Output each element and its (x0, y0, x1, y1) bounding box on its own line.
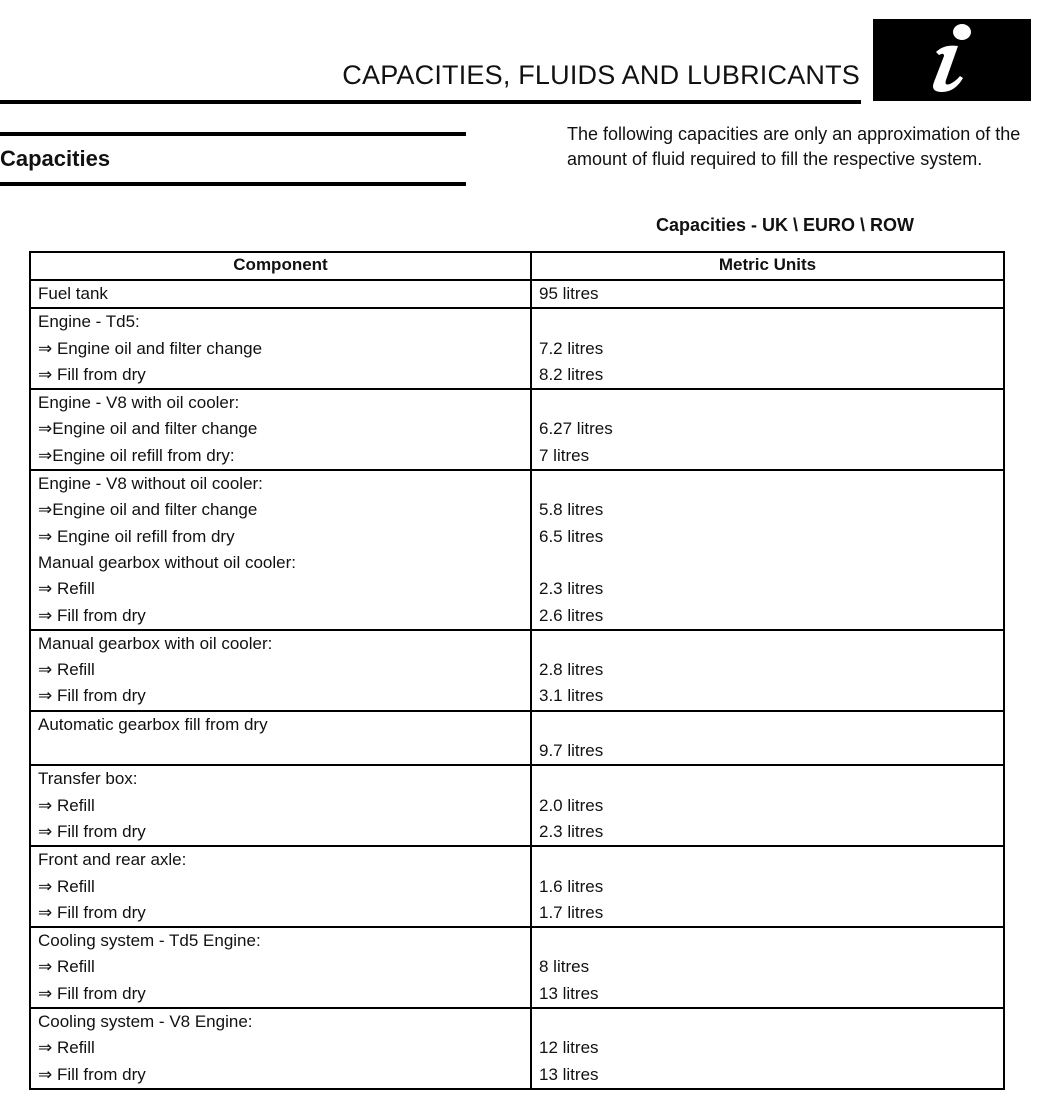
metric-line (539, 471, 996, 497)
metric-cell (531, 280, 1004, 308)
metric-line: 2.8 litres (539, 660, 604, 680)
component-line: ⇒ Fill from dry (38, 1064, 146, 1084)
metric-line: 95 litres (539, 284, 599, 303)
metric-cell (531, 1008, 1004, 1089)
metric-line (539, 309, 996, 335)
component-line: Cooling system - Td5 Engine: (38, 931, 261, 951)
metric-cell (531, 927, 1004, 1008)
component-line: Fuel tank (38, 284, 108, 303)
component-line: ⇒ Refill (38, 876, 95, 896)
component-cell (30, 927, 531, 1008)
component-line: ⇒ Engine oil refill from dry (38, 526, 235, 546)
metric-line: 5.8 litres (539, 500, 604, 520)
metric-line (539, 550, 996, 576)
component-line: ⇒Engine oil refill from dry: (38, 445, 235, 465)
component-line: ⇒ Fill from dry (38, 605, 146, 625)
component-line: Engine - V8 with oil cooler: (38, 393, 240, 413)
component-line: ⇒ Fill from dry (38, 686, 146, 706)
metric-cell (531, 765, 1004, 846)
metric-cell (531, 711, 1004, 766)
metric-cell (531, 846, 1004, 927)
table-row (30, 927, 1004, 1008)
table-row (30, 846, 1004, 927)
component-line: ⇒Engine oil and filter change (38, 419, 258, 439)
metric-line: 2.3 litres (539, 579, 604, 599)
component-cell (30, 1008, 531, 1089)
header-component: Component (30, 252, 531, 280)
metric-line: 9.7 litres (539, 741, 604, 761)
table-title: Capacities - UK \ EURO \ ROW (656, 215, 915, 235)
metric-line: 8.2 litres (539, 364, 604, 384)
component-line: Cooling system - V8 Engine: (38, 1012, 253, 1032)
metric-line (539, 766, 996, 792)
table-row (30, 630, 1004, 711)
component-cell (30, 711, 531, 766)
component-line: ⇒ Refill (38, 957, 95, 977)
component-line: ⇒ Fill from dry (38, 983, 146, 1003)
metric-line: 3.1 litres (539, 686, 604, 706)
header-metric-units: Metric Units (531, 252, 1004, 280)
component-line: Manual gearbox without oil cooler: (38, 552, 296, 572)
metric-line (539, 1009, 996, 1035)
table-row (30, 470, 1004, 630)
section-title: Capacities (0, 146, 111, 171)
metric-line: 1.7 litres (539, 902, 604, 922)
component-line: Engine - V8 without oil cooler: (38, 474, 263, 494)
metric-line (539, 712, 996, 738)
capacities-table (29, 251, 1005, 1090)
metric-line: 2.6 litres (539, 605, 604, 625)
metric-line: 8 litres (539, 957, 590, 977)
metric-line: 2.3 litres (539, 821, 604, 841)
component-line: ⇒ Fill from dry (38, 902, 146, 922)
metric-line: 13 litres (539, 983, 599, 1003)
component-line: Engine - Td5: (38, 312, 140, 332)
component-cell (30, 308, 531, 389)
page-title: CAPACITIES, FLUIDS AND LUBRICANTS (342, 60, 860, 90)
component-line: Transfer box: (38, 769, 138, 789)
component-line: Manual gearbox with oil cooler: (38, 633, 273, 653)
table-row (30, 389, 1004, 470)
section-rule-top (0, 132, 466, 136)
metric-line: 1.6 litres (539, 876, 604, 896)
component-cell (30, 389, 531, 470)
component-line: ⇒ Fill from dry (38, 364, 146, 384)
component-line: ⇒ Refill (38, 795, 95, 815)
component-cell (30, 280, 531, 308)
component-line: ⇒ Refill (38, 1038, 95, 1058)
table-row (30, 1008, 1004, 1089)
metric-line: 7.2 litres (539, 338, 604, 358)
metric-cell (531, 470, 1004, 630)
component-line: ⇒Engine oil and filter change (38, 500, 258, 520)
table-row (30, 280, 1004, 308)
metric-line (539, 390, 996, 416)
table-row (30, 765, 1004, 846)
component-line: ⇒ Refill (38, 579, 95, 599)
info-icon (922, 22, 982, 98)
component-cell (30, 765, 531, 846)
component-cell (30, 630, 531, 711)
metric-line: 13 litres (539, 1064, 599, 1084)
component-line: ⇒ Engine oil and filter change (38, 338, 263, 358)
metric-line (539, 631, 996, 657)
intro-paragraph: The following capacities are only an approximation of the amount of fluid required to fill the respective system. (567, 124, 1021, 169)
component-cell (30, 470, 531, 630)
component-line: ⇒ Refill (38, 660, 95, 680)
component-line: ⇒ Fill from dry (38, 821, 146, 841)
metric-line: 7 litres (539, 445, 590, 465)
metric-cell (531, 630, 1004, 711)
metric-cell (531, 308, 1004, 389)
component-line: Automatic gearbox fill from dry (38, 714, 268, 734)
header-rule (0, 100, 861, 104)
table-header-row (30, 252, 1004, 280)
component-line: Front and rear axle: (38, 850, 187, 870)
metric-line: 6.5 litres (539, 526, 604, 546)
component-cell (30, 846, 531, 927)
metric-line (539, 847, 996, 873)
metric-line (539, 928, 996, 954)
metric-line: 6.27 litres (539, 419, 613, 439)
table-row (30, 308, 1004, 389)
table-row (30, 711, 1004, 766)
section-rule-bottom (0, 182, 466, 186)
metric-line: 12 litres (539, 1038, 599, 1058)
info-box (873, 19, 1031, 101)
component-line (38, 738, 523, 764)
metric-line: 2.0 litres (539, 795, 604, 815)
metric-cell (531, 389, 1004, 470)
